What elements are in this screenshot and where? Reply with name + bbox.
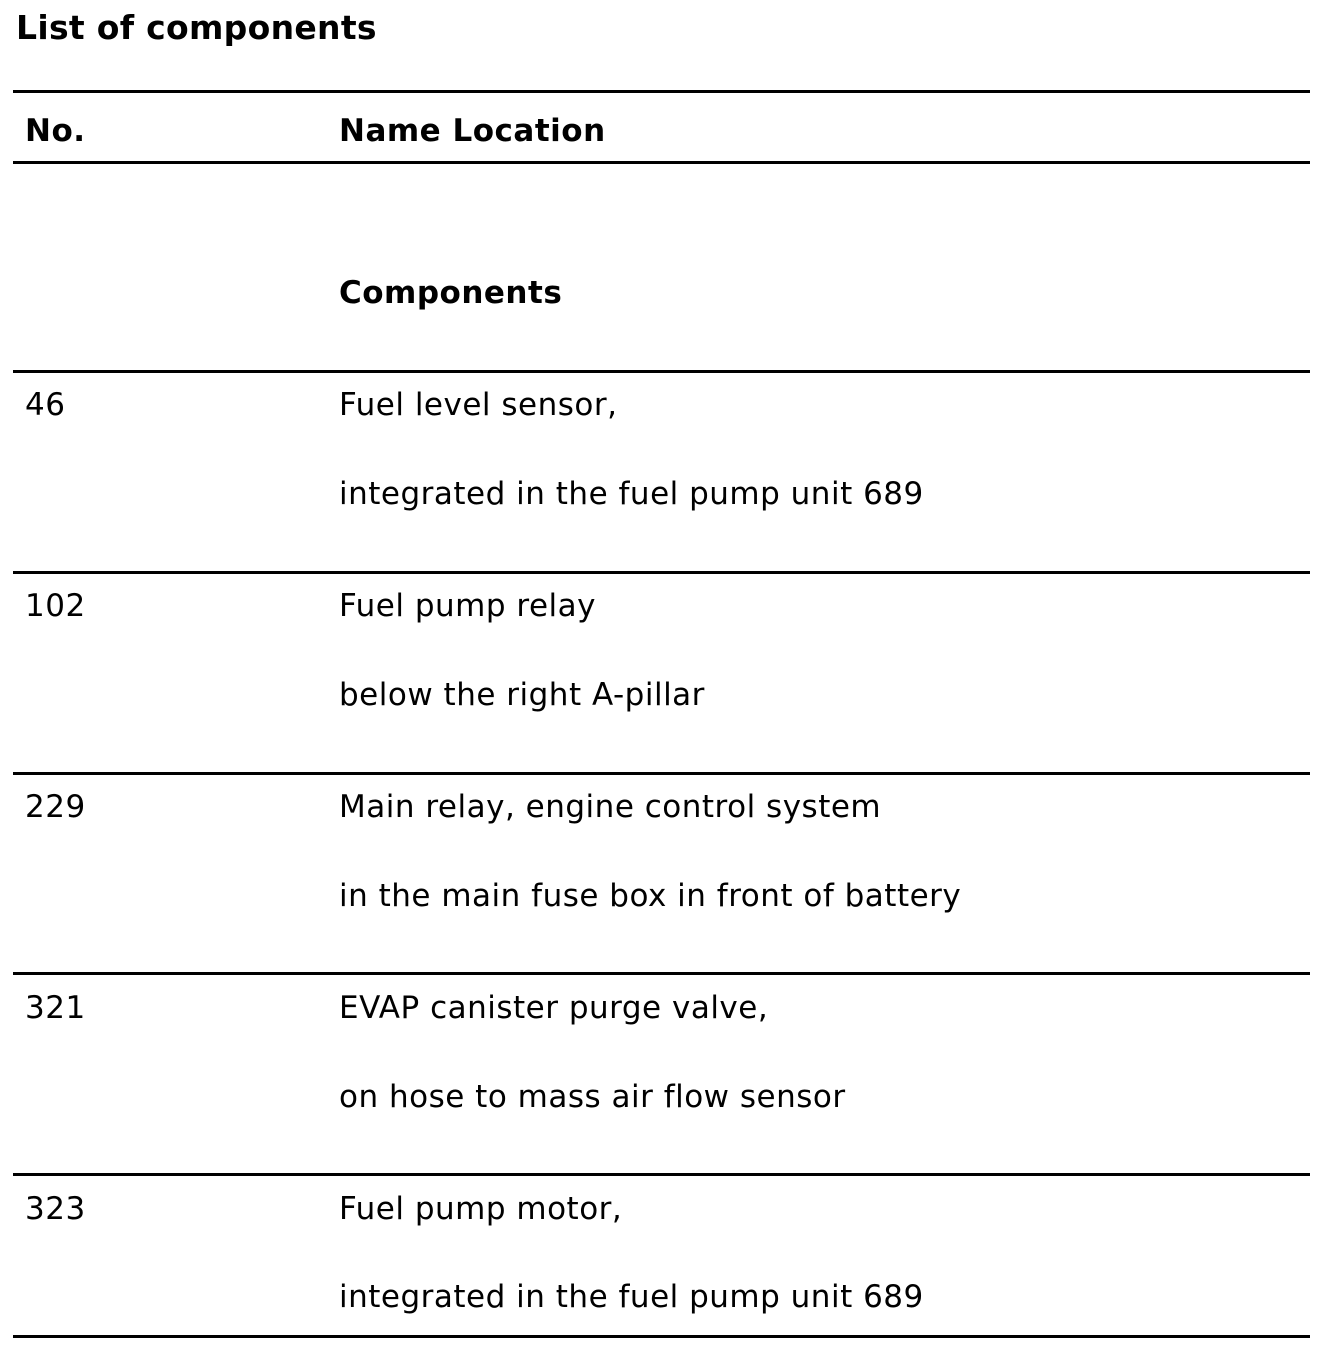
component-location: in the main fuse box in front of battery <box>339 878 962 914</box>
row-number: 102 <box>25 588 86 624</box>
section-label: Components <box>339 275 563 311</box>
component-name: Fuel pump motor, <box>339 1191 623 1227</box>
component-name: Main relay, engine control system <box>339 789 882 825</box>
row-number: 46 <box>25 387 66 423</box>
header-bottom-rule <box>13 161 1310 164</box>
row-divider <box>13 972 1310 975</box>
component-location: below the right A-pillar <box>339 677 705 713</box>
row-divider <box>13 772 1310 775</box>
table-bottom-rule <box>13 1335 1310 1338</box>
component-name: Fuel level sensor, <box>339 387 618 423</box>
component-name: EVAP canister purge valve, <box>339 990 769 1026</box>
row-divider <box>13 1173 1310 1176</box>
row-divider <box>13 571 1310 574</box>
component-location: integrated in the fuel pump unit 689 <box>339 476 924 512</box>
component-location: on hose to mass air flow sensor <box>339 1079 846 1115</box>
row-number: 229 <box>25 789 86 825</box>
component-location: integrated in the fuel pump unit 689 <box>339 1279 924 1315</box>
row-number: 321 <box>25 990 86 1026</box>
table-top-rule <box>13 90 1310 93</box>
column-header-name-location: Name Location <box>339 113 606 149</box>
row-divider <box>13 370 1310 373</box>
row-number: 323 <box>25 1191 86 1227</box>
page-title: List of components <box>16 8 377 47</box>
column-header-no: No. <box>25 113 86 149</box>
component-name: Fuel pump relay <box>339 588 596 624</box>
